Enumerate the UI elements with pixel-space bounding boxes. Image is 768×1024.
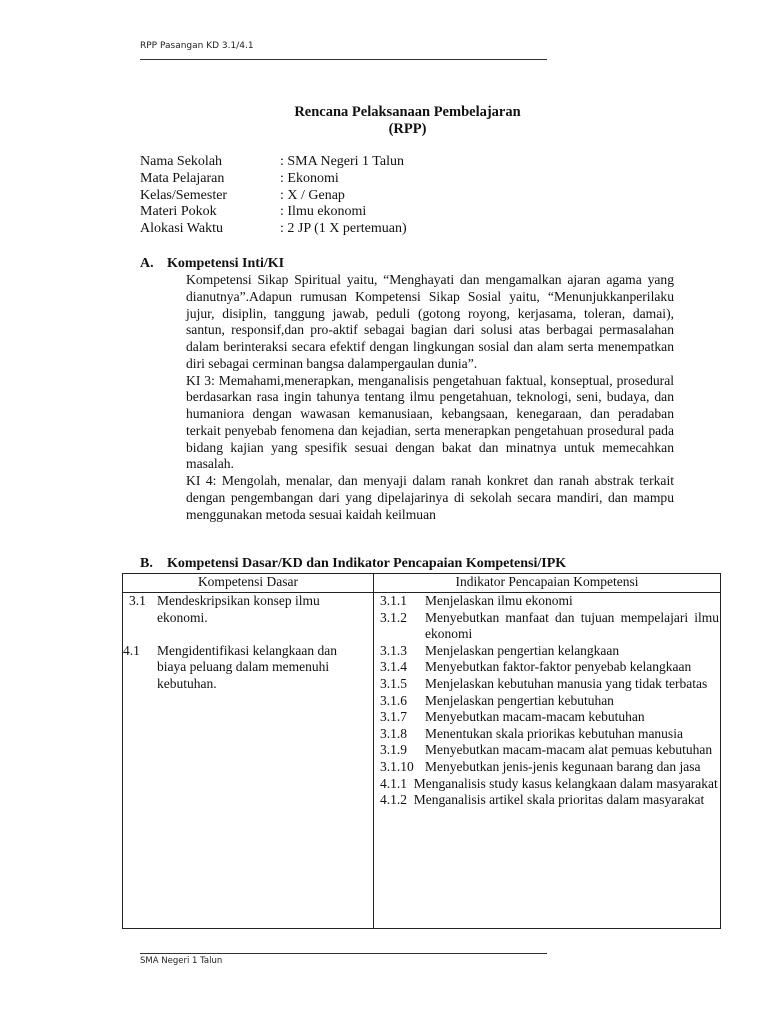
info-row xyxy=(140,154,407,171)
info-row xyxy=(140,188,407,205)
kd-item xyxy=(129,593,369,626)
indicator-item xyxy=(380,776,719,793)
footer-rule xyxy=(140,953,547,954)
info-label: Mata Pelajaran xyxy=(140,170,225,186)
indicator-number: 3.1.2 xyxy=(380,609,407,625)
column-header-ipk: Indikator Pencapaian Kompetensi xyxy=(374,574,720,593)
indicator-text: Menyebutkan manfaat dan tujuan mempelajari ilmu ekonomi xyxy=(425,609,719,642)
indicator-number: 3.1.7 xyxy=(380,709,407,725)
column-divider xyxy=(373,574,374,928)
indicator-item xyxy=(380,610,719,643)
kd-text: Mendeskripsikan konsep ilmu ekonomi. xyxy=(157,593,320,625)
kd-number: 3.1 xyxy=(129,593,146,608)
section-a-heading xyxy=(140,256,284,272)
indicator-item xyxy=(380,742,719,759)
info-value: : Ekonomi xyxy=(280,170,339,186)
kd-text: Mengidentifikasi kelangkaan dan biaya peluang dalam memenuhi kebutuhan. xyxy=(157,642,337,691)
indicator-item xyxy=(380,759,719,776)
page-footer: SMA Negeri 1 Talun xyxy=(140,956,223,966)
info-row xyxy=(140,221,407,238)
indicator-number: 3.1.1 xyxy=(380,593,407,608)
indicator-text: Menjelaskan kebutuhan manusia yang tidak terbatas xyxy=(425,675,708,691)
section-b-heading xyxy=(140,556,566,572)
indicator-text: Menyebutkan macam-macam kebutuhan xyxy=(425,709,645,725)
indicator-text: Menentukan skala priorikas kebutuhan manusia xyxy=(425,725,683,741)
indicator-text: Menganalisis study kasus kelangkaan dalam masyarakat xyxy=(413,775,718,791)
indicator-item xyxy=(380,792,719,809)
ki-paragraph: Kompetensi Sikap Spiritual yaitu, “Menghayati dan mengamalkan ajaran agama yang dianutnya”.Adapun rumusan Kompetensi Sikap Sosial yaitu, “Menunjukkanperilaku jujur, disiplin, tanggung jawab, peduli (gotong royong, kerjasama, toleran, damai), santun, responsif,dan pro-aktif sebagai bagian dari solusi atas berbagai permasalahan dalam berinteraksi secara efektif dengan lingkungan sosial dan alam serta menempatkan diri sebagai cerminan bangsa dalampergaulan dunia”. xyxy=(186,272,674,371)
indicator-number: 3.1.3 xyxy=(380,642,407,658)
indicator-number: 3.1.4 xyxy=(380,659,407,675)
kd-item xyxy=(123,642,369,693)
doc-title: Rencana Pelaksanaan Pembelajaran xyxy=(294,104,521,120)
indicator-list xyxy=(380,593,719,809)
info-label: Materi Pokok xyxy=(140,204,217,220)
doc-subtitle: (RPP) xyxy=(388,121,427,137)
info-value: : SMA Negeri 1 Talun xyxy=(280,154,404,169)
info-row xyxy=(140,204,407,221)
indicator-item xyxy=(380,659,719,676)
indicator-item xyxy=(380,709,719,726)
info-label: Nama Sekolah xyxy=(140,154,223,169)
indicator-text: Menjelaskan pengertian kebutuhan xyxy=(425,692,614,708)
indicator-item xyxy=(380,726,719,743)
indicator-item xyxy=(380,693,719,710)
section-letter: A. xyxy=(140,256,154,271)
section-letter: B. xyxy=(140,556,153,571)
indicator-text: Menyebutkan macam-macam alat pemuas kebutuhan xyxy=(425,742,713,758)
indicator-item xyxy=(380,593,719,610)
info-label: Kelas/Semester xyxy=(140,187,228,203)
indicator-text: Menyebutkan faktor-faktor penyebab kelangkaan xyxy=(425,659,692,675)
indicator-number: 4.1.1 xyxy=(380,775,407,791)
info-value: : X / Genap xyxy=(280,187,345,203)
section-title: Kompetensi Dasar/KD dan Indikator Pencapaian Kompetensi/IPK xyxy=(167,556,567,571)
indicator-item xyxy=(380,643,719,660)
indicator-number: 3.1.10 xyxy=(380,758,414,774)
indicator-number: 3.1.5 xyxy=(380,675,407,691)
info-row xyxy=(140,171,407,188)
ki-paragraph: KI 3: Memahami,menerapkan, menganalisis pengetahuan faktual, konseptual, prosedural berdasarkan rasa ingin tahunya tentang ilmu pengetahuan, teknologi, seni, budaya, dan humaniora dengan wawasan kemanusiaan, kebangsaan, kenegaraan, dan peradaban terkait penyebab fenomena dan kejadian, serta menerapkan pengetahuan prosedural pada bidang kajian yang spesifik sesuai dengan bakat dan minatnya untuk memecahkan masalah. xyxy=(186,372,674,472)
indicator-number: 3.1.9 xyxy=(380,742,407,758)
indicator-number: 3.1.8 xyxy=(380,725,407,741)
indicator-item xyxy=(380,676,719,693)
ki-body xyxy=(186,272,674,523)
indicator-number: 4.1.2 xyxy=(380,792,407,808)
column-header-kd: Kompetensi Dasar xyxy=(123,574,373,593)
header-rule xyxy=(140,59,547,60)
indicator-text: Menjelaskan ilmu ekonomi xyxy=(425,593,573,608)
ki-paragraph: KI 4: Mengolah, menalar, dan menyaji dalam ranah konkret dan ranah abstrak terkait dengan pengembangan dari yang dipelajarinya di sekolah secara mandiri, dan mampu menggunakan metoda sesuai kaidah keilmuan xyxy=(186,473,674,522)
identity-info xyxy=(140,154,407,238)
kd-list xyxy=(123,593,369,693)
info-value: : Ilmu ekonomi xyxy=(280,204,367,220)
indicator-text: Menyebutkan jenis-jenis kegunaan barang dan jasa xyxy=(425,758,701,774)
indicator-number: 3.1.6 xyxy=(380,692,407,708)
kd-number: 4.1 xyxy=(123,642,140,658)
indicator-text: Menjelaskan pengertian kelangkaan xyxy=(425,642,620,658)
section-title: Kompetensi Inti/KI xyxy=(167,256,285,271)
info-value: : 2 JP (1 X pertemuan) xyxy=(280,221,407,237)
page-header: RPP Pasangan KD 3.1/4.1 xyxy=(140,41,254,51)
kd-ipk-table xyxy=(122,573,721,929)
indicator-text: Menganalisis artikel skala prioritas dalam masyarakat xyxy=(413,792,705,808)
info-label: Alokasi Waktu xyxy=(140,221,223,237)
